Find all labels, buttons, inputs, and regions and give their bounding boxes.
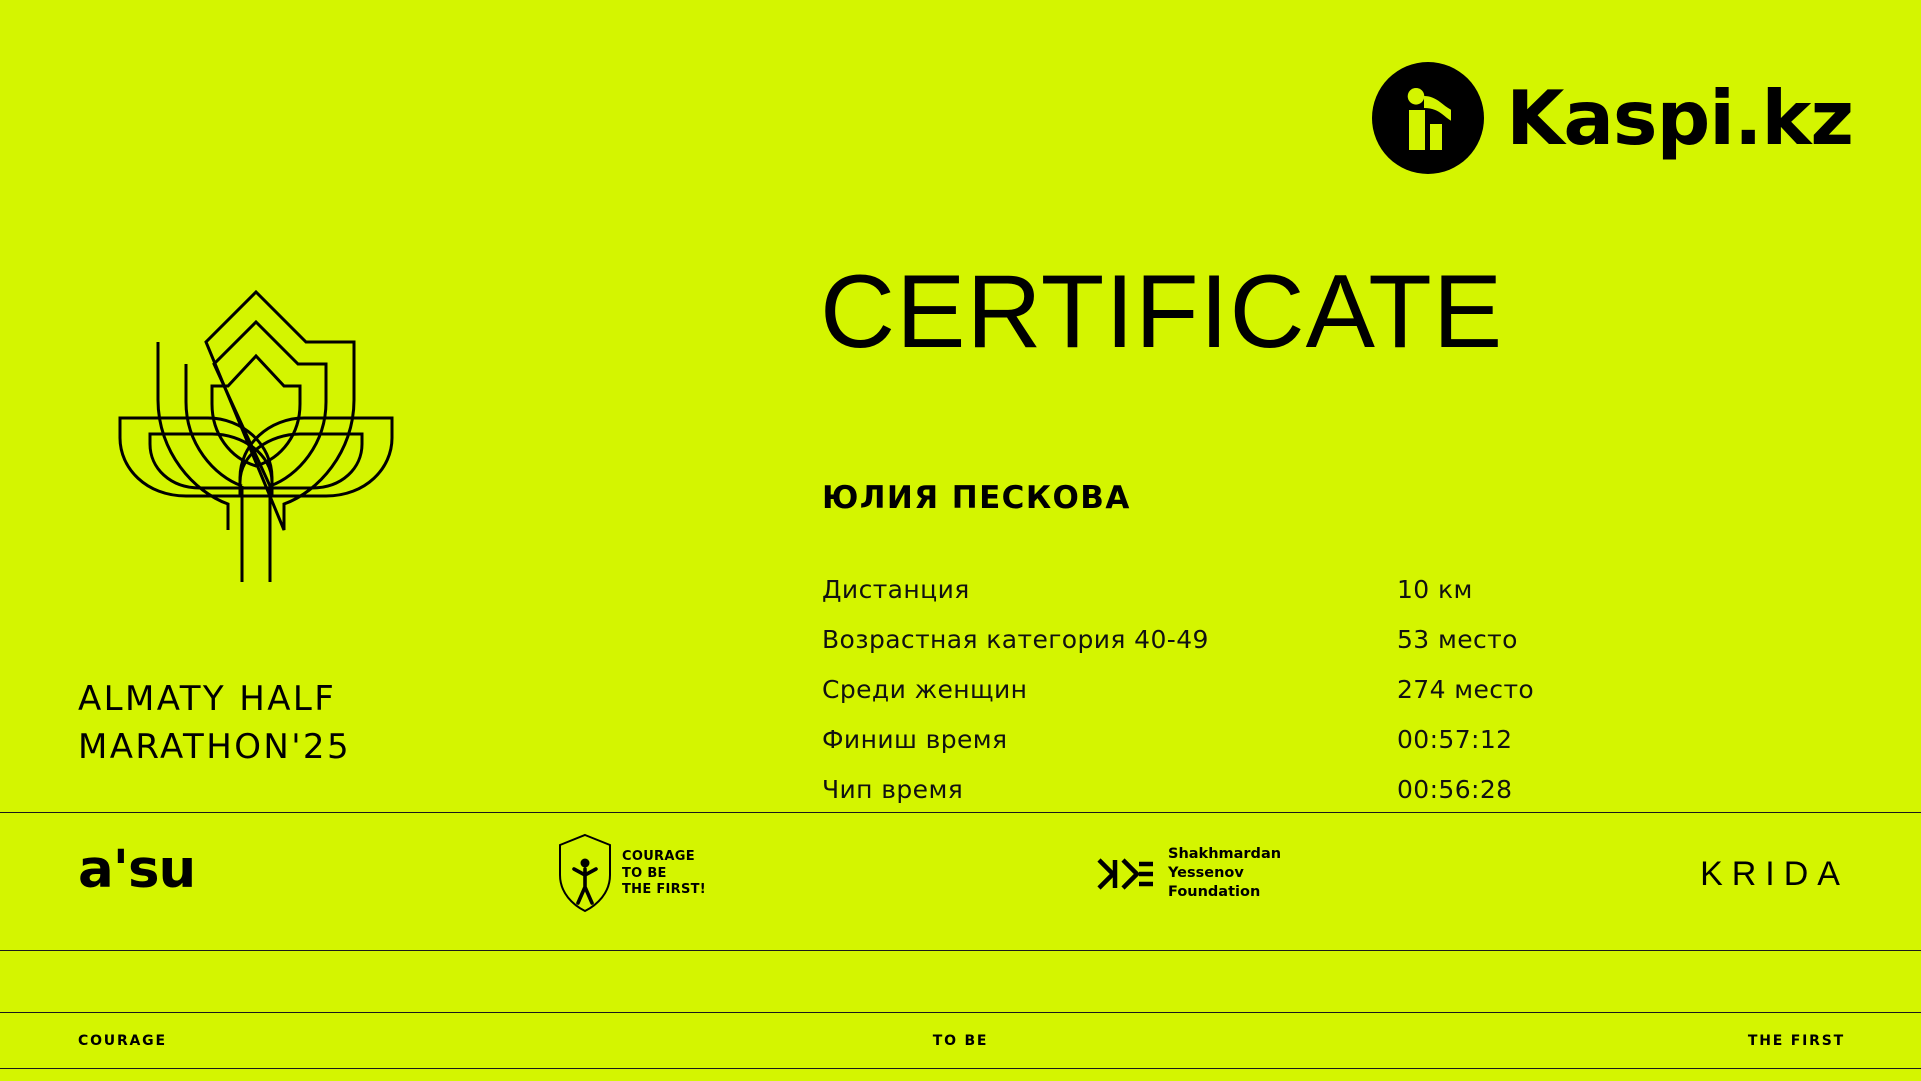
certificate-title: CERTIFICATE xyxy=(820,254,1504,370)
tulip-emblem-icon xyxy=(60,230,450,590)
result-value: 00:56:28 xyxy=(1397,775,1513,804)
divider xyxy=(0,950,1921,951)
divider xyxy=(0,1068,1921,1069)
yessenov-line-1: Shakhmardan xyxy=(1168,846,1282,862)
kaspi-logo-icon xyxy=(1372,62,1484,174)
asu-logo-text: a'su xyxy=(78,839,196,900)
sponsor-strip xyxy=(0,813,1921,950)
courage-line-3: THE FIRST! xyxy=(622,882,707,898)
yessenov-mark-icon xyxy=(1095,854,1157,894)
table-row xyxy=(822,625,1602,675)
asu-logo-icon xyxy=(78,839,196,900)
result-label: Возрастная категория 40-49 xyxy=(822,625,1209,654)
krida-logo-icon: KRIDA xyxy=(1700,855,1849,893)
result-value: 274 место xyxy=(1397,675,1535,704)
courage-line-2: TO BE xyxy=(622,865,667,881)
event-name xyxy=(78,675,538,772)
yessenov-line-2: Yessenov xyxy=(1168,865,1244,882)
kaspi-brand-text: Kaspi.kz xyxy=(1506,73,1853,162)
divider xyxy=(0,1012,1921,1013)
table-row xyxy=(822,675,1602,725)
result-value: 00:57:12 xyxy=(1397,725,1513,754)
result-label: Дистанция xyxy=(822,575,970,604)
courage-fund-text xyxy=(622,849,706,900)
event-name-line-1: ALMATY HALF xyxy=(78,679,337,719)
table-row xyxy=(822,575,1602,625)
result-label: Чип время xyxy=(822,775,964,804)
tagline-left: COURAGE xyxy=(78,1033,167,1049)
yessenov-foundation-text xyxy=(1168,845,1281,902)
event-name-line-2: MARATHON'25 xyxy=(78,727,351,768)
table-row xyxy=(822,725,1602,775)
tagline-center: TO BE xyxy=(932,1033,989,1049)
courage-fund-badge-icon xyxy=(556,831,614,917)
footer-tagline xyxy=(0,1015,1921,1067)
athlete-name: ЮЛИЯ ПЕСКОВА xyxy=(822,480,1131,516)
courage-fund-icon xyxy=(556,831,706,917)
results-table xyxy=(822,575,1602,825)
kaspi-logo xyxy=(1372,62,1853,174)
result-label: Среди женщин xyxy=(822,675,1028,704)
result-value: 10 км xyxy=(1397,575,1473,604)
result-value: 53 место xyxy=(1397,625,1518,654)
tagline-right: THE FIRST xyxy=(1747,1033,1845,1049)
yessenov-line-3: Foundation xyxy=(1168,884,1261,901)
yessenov-logo-icon xyxy=(1095,845,1281,902)
result-label: Финиш время xyxy=(822,725,1008,754)
courage-line-1: COURAGE xyxy=(622,848,695,864)
